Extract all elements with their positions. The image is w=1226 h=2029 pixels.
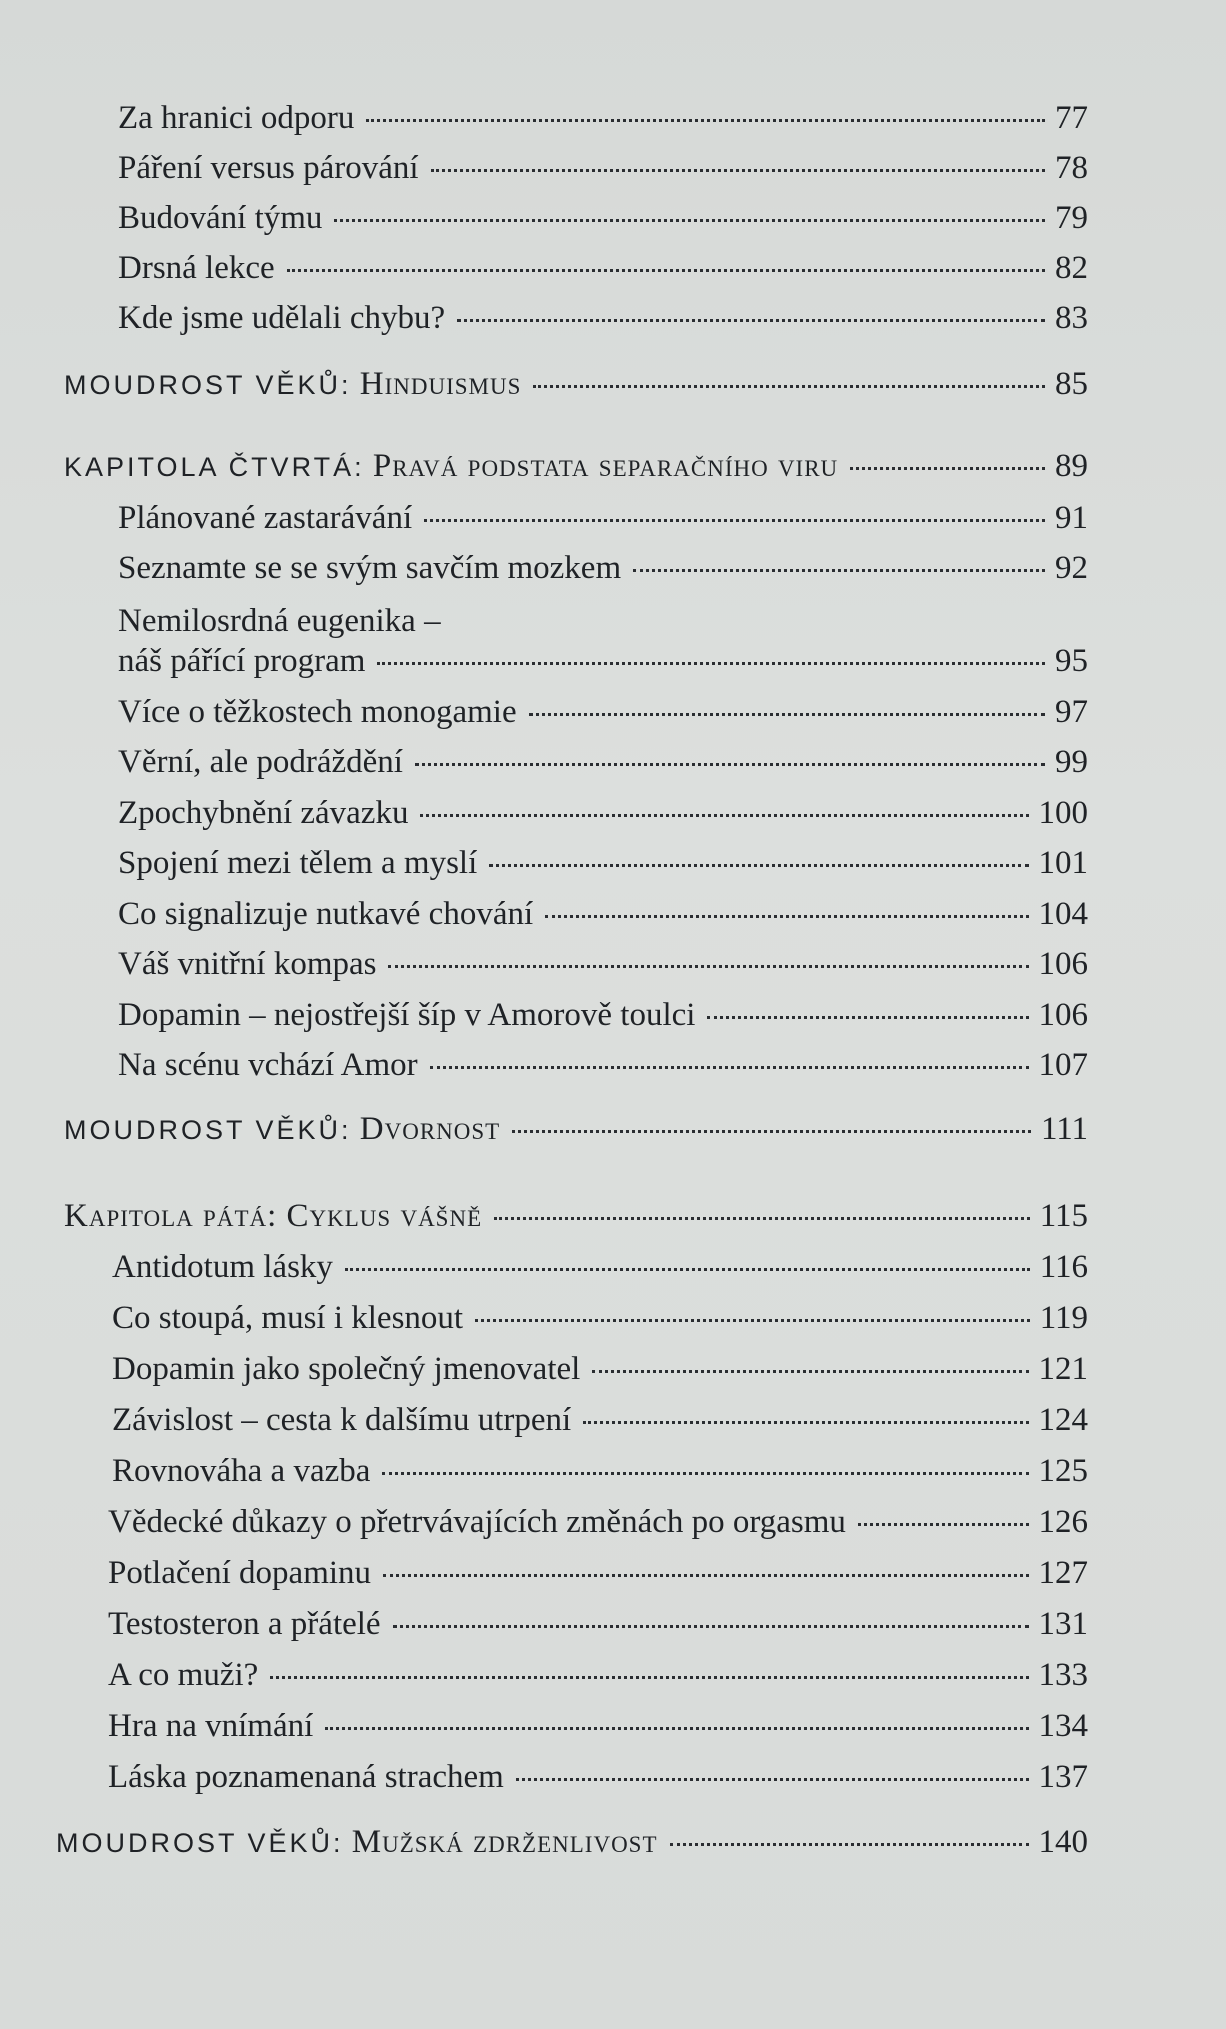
dot-leader	[366, 119, 1045, 122]
toc-entry[interactable]	[118, 843, 1088, 883]
toc-entry[interactable]	[108, 1553, 1088, 1593]
toc-page-number: 99	[1055, 744, 1088, 780]
dot-leader	[388, 965, 1028, 968]
toc-page-number: 85	[1055, 366, 1088, 402]
toc-page-number: 111	[1040, 1111, 1088, 1147]
toc-entry-title: Spojení mezi tělem a myslí	[118, 845, 478, 881]
toc-entry-title: Věrní, ale podráždění	[118, 744, 403, 780]
dot-leader	[858, 1523, 1029, 1526]
dot-leader	[431, 169, 1045, 172]
toc-entry[interactable]	[112, 1247, 1088, 1287]
dot-leader	[512, 1130, 1031, 1133]
toc-entry-title: Testosteron a přátelé	[108, 1606, 381, 1642]
chapter-prefix: KAPITOLA ČTVRTÁ:	[64, 452, 365, 482]
toc-entry[interactable]	[118, 1045, 1088, 1085]
toc-entry-title: Dopamin jako společný jmenovatel	[112, 1351, 581, 1387]
dot-leader	[424, 519, 1045, 522]
dot-leader	[270, 1676, 1028, 1679]
toc-page-number: 124	[1038, 1402, 1088, 1438]
toc-entry-title: Dopamin – nejostřejší šíp v Amorově toulci	[118, 997, 696, 1033]
toc-entry-title: Seznamte se se svým savčím mozkem	[118, 550, 622, 586]
toc-chapter-heading[interactable]	[64, 446, 1088, 487]
dot-leader	[334, 219, 1045, 222]
chapter-name: Pravá podstata separačního viru	[372, 448, 839, 484]
toc-section-title	[64, 1109, 500, 1150]
toc-section-title	[64, 364, 521, 405]
toc-page-number: 104	[1038, 896, 1088, 932]
toc-section-heading[interactable]	[56, 1822, 1088, 1863]
dot-leader	[430, 1066, 1029, 1069]
toc-entry[interactable]	[108, 1706, 1088, 1746]
toc-entry[interactable]	[118, 148, 1088, 188]
toc-page-number: 91	[1055, 500, 1088, 536]
toc-entry-title: Závislost – cesta k dalšímu utrpení	[112, 1402, 572, 1438]
section-prefix: MOUDROST VĚKŮ:	[56, 1828, 344, 1858]
dot-leader	[670, 1843, 1029, 1846]
dot-leader	[529, 713, 1045, 716]
toc-entry-title: A co muži?	[108, 1657, 259, 1693]
toc-entry[interactable]	[118, 995, 1088, 1035]
toc-entry-title: Zpochybnění závazku	[118, 795, 409, 831]
toc-entry-title: Vědecké důkazy o přetrvávajících změnách po orgasmu	[108, 1504, 846, 1540]
toc-entry-title: Co signalizuje nutkavé chování	[118, 896, 534, 932]
toc-page-number: 116	[1039, 1249, 1088, 1285]
toc-chapter-title: Kapitola pátá: Cyklus vášně	[64, 1198, 483, 1234]
dot-leader	[592, 1370, 1028, 1373]
toc-entry-title: Co stoupá, musí i klesnout	[112, 1300, 464, 1336]
dot-leader	[377, 662, 1045, 665]
toc-entry[interactable]	[112, 1298, 1088, 1338]
toc-entry-title: Antidotum lásky	[112, 1249, 333, 1285]
toc-page-number: 127	[1038, 1555, 1088, 1591]
toc-entry[interactable]	[118, 98, 1088, 138]
toc-entry[interactable]	[118, 548, 1088, 588]
toc-entry-title: Více o těžkostech monogamie	[118, 694, 517, 730]
dot-leader	[633, 569, 1045, 572]
toc-entry-title: náš pářící program	[118, 643, 366, 679]
dot-leader	[707, 1016, 1028, 1019]
dot-leader	[345, 1268, 1030, 1271]
section-name: Mužská zdrženlivost	[351, 1824, 658, 1860]
toc-entry-title: Láska poznamenaná strachem	[108, 1759, 504, 1795]
toc-entry[interactable]	[108, 1502, 1088, 1542]
toc-entry-title: Drsná lekce	[118, 250, 275, 286]
toc-page-number: 77	[1055, 100, 1088, 136]
toc-entry[interactable]	[118, 248, 1088, 288]
toc-entry[interactable]	[112, 1400, 1088, 1440]
toc-entry[interactable]	[118, 298, 1088, 338]
toc-entry[interactable]	[118, 742, 1088, 782]
dot-leader	[583, 1421, 1028, 1424]
toc-page-number: 121	[1038, 1351, 1088, 1387]
toc-page-number: 83	[1055, 300, 1088, 336]
toc-entry-title: Hra na vnímání	[108, 1708, 314, 1744]
dot-leader	[415, 763, 1045, 766]
toc-entry-title: Páření versus párování	[118, 150, 419, 186]
dot-leader	[850, 467, 1045, 470]
toc-page-number: 92	[1055, 550, 1088, 586]
toc-page-number: 106	[1038, 997, 1088, 1033]
dot-leader	[516, 1778, 1029, 1781]
toc-page-number: 140	[1038, 1824, 1088, 1860]
dot-leader	[475, 1319, 1030, 1322]
toc-entry[interactable]	[118, 692, 1088, 732]
dot-leader	[420, 814, 1028, 817]
toc-entry[interactable]	[118, 641, 1088, 681]
toc-entry-title: Váš vnitřní kompas	[118, 946, 377, 982]
toc-page-number: 97	[1055, 694, 1088, 730]
toc-entry-title: Potlačení dopaminu	[108, 1555, 372, 1591]
dot-leader	[545, 915, 1028, 918]
toc-page-number: 106	[1038, 946, 1088, 982]
toc-page-number: 125	[1038, 1453, 1088, 1489]
toc-entry-title: Za hranici odporu	[118, 100, 355, 136]
dot-leader	[494, 1217, 1030, 1220]
toc-page-number: 95	[1055, 643, 1088, 679]
toc-entry[interactable]	[108, 1655, 1088, 1695]
toc-entry[interactable]	[108, 1604, 1088, 1644]
dot-leader	[489, 864, 1028, 867]
toc-entry-title-line1: Nemilosrdná eugenika –	[118, 603, 441, 639]
dot-leader	[393, 1625, 1029, 1628]
toc-page-number: 101	[1038, 845, 1088, 881]
toc-entry-title: Plánované zastarávání	[118, 500, 413, 536]
toc-entry[interactable]	[118, 498, 1088, 538]
toc-page-number: 119	[1039, 1300, 1088, 1336]
toc-page-number: 107	[1038, 1047, 1088, 1083]
toc-page-number: 100	[1038, 795, 1088, 831]
toc-entry[interactable]	[112, 1451, 1088, 1491]
toc-entry[interactable]	[118, 894, 1088, 934]
toc-page-number: 131	[1038, 1606, 1088, 1642]
dot-leader	[457, 319, 1045, 322]
toc-section-title	[56, 1822, 658, 1863]
toc-entry-title: Na scénu vchází Amor	[118, 1047, 418, 1083]
dot-leader	[533, 385, 1045, 388]
section-name: Hinduismus	[359, 366, 522, 402]
toc-page-number: 115	[1039, 1198, 1088, 1234]
toc-entry[interactable]	[108, 1757, 1088, 1797]
dot-leader	[383, 1574, 1028, 1577]
toc-page-number: 78	[1055, 150, 1088, 186]
toc-page-number: 137	[1038, 1759, 1088, 1795]
toc-chapter-heading[interactable]	[64, 1196, 1088, 1236]
section-name: Dvornost	[359, 1111, 501, 1147]
toc-page-number: 82	[1055, 250, 1088, 286]
section-prefix: MOUDROST VĚKŮ:	[64, 1115, 352, 1145]
toc-chapter-title	[64, 446, 838, 487]
toc-page-number: 133	[1038, 1657, 1088, 1693]
toc-section-heading[interactable]	[64, 1109, 1088, 1150]
dot-leader	[325, 1727, 1028, 1730]
toc-entry-title: Rovnováha a vazba	[112, 1453, 371, 1489]
toc-page-number: 79	[1055, 200, 1088, 236]
toc-page-number: 134	[1038, 1708, 1088, 1744]
toc-entry[interactable]	[118, 944, 1088, 984]
dot-leader	[382, 1472, 1028, 1475]
section-prefix: MOUDROST VĚKŮ:	[64, 370, 352, 400]
toc-entry-title: Budování týmu	[118, 200, 323, 236]
toc-entry[interactable]	[112, 1349, 1088, 1389]
toc-entry[interactable]	[118, 793, 1088, 833]
toc-page-number: 126	[1038, 1504, 1088, 1540]
toc-section-heading[interactable]	[64, 364, 1088, 405]
toc-page-number: 89	[1055, 448, 1088, 484]
toc-entry[interactable]	[118, 198, 1088, 238]
toc-entry-title: Kde jsme udělali chybu?	[118, 300, 446, 336]
dot-leader	[287, 269, 1045, 272]
